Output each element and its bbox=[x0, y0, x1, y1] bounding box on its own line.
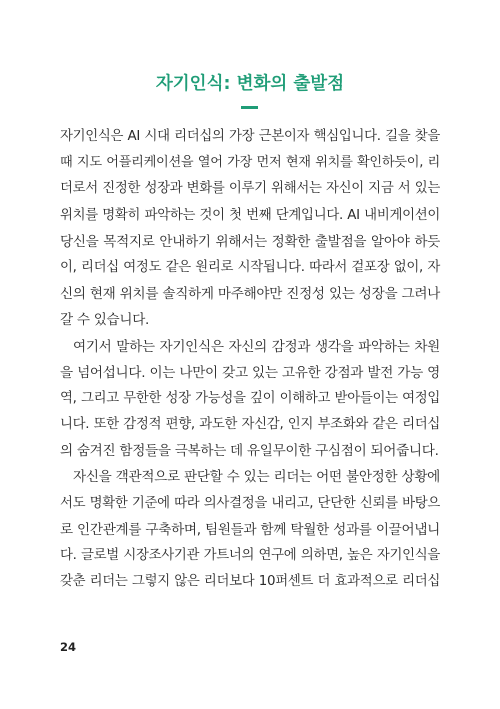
paragraph-1-line-6: 이, 리더십 여정도 같은 원리로 시작됩니다. 따라서 겉포장 없이, 자 bbox=[60, 259, 440, 275]
paragraph-3-line-4: 다. 글로벌 시장조사기관 가트너의 연구에 의하면, 높은 자기인식을 bbox=[60, 548, 440, 563]
paragraph-1-line-8: 갈 수 있습니다. bbox=[60, 312, 150, 329]
body-text bbox=[60, 124, 440, 595]
paragraph-3-line-1: 자신을 객관적으로 판단할 수 있는 리더는 어떤 불안정한 상황에 bbox=[73, 469, 440, 486]
paragraph-2-line-2: 을 넘어섭니다. 이는 나만이 갖고 있는 고유한 강점과 발전 가능 영 bbox=[60, 364, 440, 381]
paragraph-1-line-4: 위치를 명확히 파악하는 것이 첫 번째 단계입니다. AI 내비게이션이 bbox=[60, 207, 440, 223]
paragraph-1-line-2: 때 지도 어플리케이션을 열어 가장 먼저 현재 위치를 확인하듯이, 리 bbox=[60, 155, 440, 171]
paragraph-1-line-7: 신의 현재 위치를 솔직하게 마주해야만 진정성 있는 성장을 그려나 bbox=[60, 286, 440, 303]
paragraph-2-line-1: 여기서 말하는 자기인식은 자신의 감정과 생각을 파악하는 차원 bbox=[73, 338, 440, 355]
paragraph-3-line-2: 서도 명확한 기준에 따라 의사결정을 내리고, 단단한 신뢰를 바탕으 bbox=[60, 495, 440, 511]
paragraph-1-line-1: 자기인식은 AI 시대 리더십의 가장 근본이자 핵심입니다. 길을 찾을 bbox=[60, 129, 440, 144]
paragraph-3-line-5: 갖춘 리더는 그렇지 않은 리더보다 10퍼센트 더 효과적으로 리더십 bbox=[60, 574, 440, 590]
paragraph-2-line-5: 의 숨겨진 함정들을 극복하는 데 유일무이한 구심점이 되어줍니다. bbox=[60, 443, 439, 460]
paragraph-2-line-4: 니다. 또한 감정적 편향, 과도한 자신감, 인지 부조화와 같은 리더십 bbox=[60, 417, 440, 433]
chapter-title: 자기인식: 변화의 출발점 bbox=[155, 74, 345, 94]
paragraph-1-line-5: 당신을 목적지로 안내하기 위해서는 정확한 출발점을 알아야 하듯 bbox=[60, 233, 440, 250]
page-number: 24 bbox=[60, 640, 77, 654]
title-underline-rule bbox=[241, 106, 258, 109]
paragraph-2-line-3: 역, 그리고 무한한 성장 가능성을 깊이 이해하고 받아들이는 여정입 bbox=[60, 390, 440, 406]
paragraph-3-line-3: 로 인간관계를 구축하며, 팀원들과 함께 탁월한 성과를 이끌어냅니 bbox=[60, 521, 440, 538]
paragraph-1-line-3: 더로서 진정한 성장과 변화를 이루기 위해서는 자신이 지금 서 있는 bbox=[60, 181, 440, 197]
